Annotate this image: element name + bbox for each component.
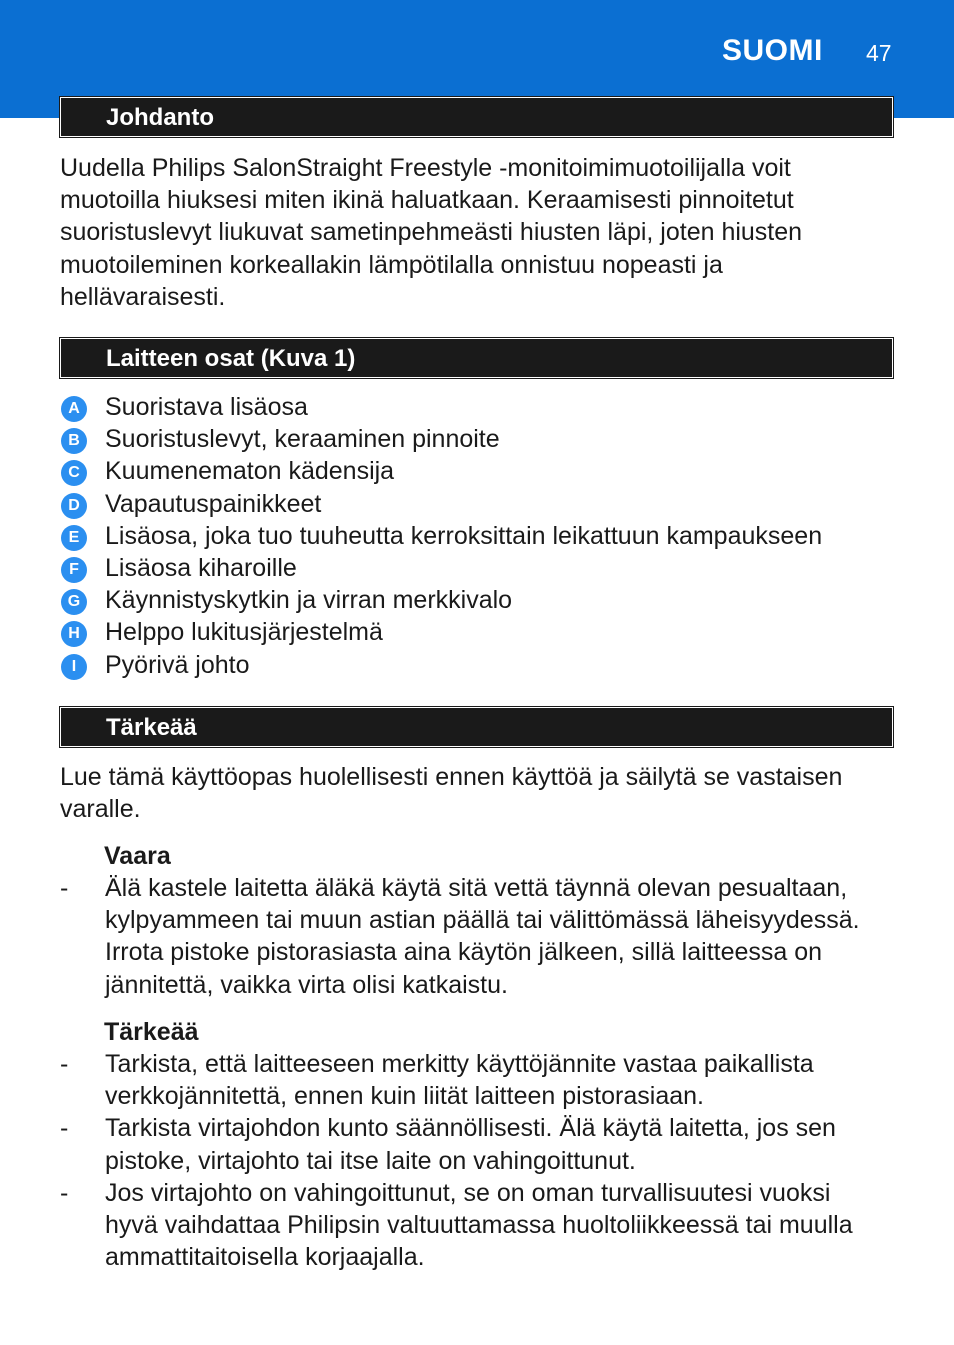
bullet-text: Älä kastele laitetta äläkä käytä sitä vettä täynnä olevan pesualtaan, kylpyammeen tai muun astian päällä tai välittömässä läheisyydessä. Irrota pistoke pistorasiasta aina käytön jälkeen, sillä laitteessa on jännitettä, vaikka virta olisi katkaistu. [105, 874, 860, 999]
danger-heading: Vaara [104, 842, 171, 870]
part-label: Kuumenematon kädensija [105, 457, 395, 486]
list-item [60, 616, 900, 648]
list-item [60, 455, 900, 487]
letter-badge-icon: H [61, 621, 87, 647]
list-item [60, 1112, 860, 1176]
list-item [60, 1048, 860, 1112]
letter-badge-icon: G [61, 589, 87, 615]
list-item [60, 872, 860, 1001]
bullet-text: Tarkista virtajohdon kunto säännöllisesti. Älä käytä laitetta, jos sen pistoke, virtajohto tai itse laite on vahingoittunut. [105, 1114, 836, 1175]
letter-badge-icon: A [61, 396, 87, 422]
part-label: Vapautuspainikkeet [105, 489, 322, 518]
bullet-text: Tarkista, että laitteeseen merkitty käyttöjännite vastaa paikallista verkkojännitettä, ennen kuin liität laitteen pistorasiaan. [105, 1050, 814, 1111]
part-label: Pyörivä johto [105, 650, 250, 679]
section-title-intro: Johdanto [60, 97, 893, 137]
danger-list [60, 872, 860, 1001]
letter-badge-icon: I [61, 654, 87, 680]
letter-badge-icon: E [61, 525, 87, 551]
intro-paragraph: Uudella Philips SalonStraight Freestyle -monitoimimuotoilijalla voit muotoilla hiuksesi miten ikinä haluatkaan. Keraamisesti pinnoitetut suoristuslevyt liukuvat sametinpehmeästi hiusten läpi, joten hiusten muotoileminen korkeallakin lämpötilalla onnistuu nopeasti ja hellävaraisesti. [60, 154, 803, 311]
part-label: Käynnistyskytkin ja virran merkkivalo [105, 586, 513, 615]
list-item [60, 423, 900, 455]
page-number: 47 [866, 40, 892, 66]
list-item [60, 520, 900, 552]
section-title-parts: Laitteen osat (Kuva 1) [60, 338, 893, 378]
bullet-dash: - [60, 1050, 69, 1078]
letter-badge-icon: F [61, 557, 87, 583]
letter-badge-icon: B [61, 428, 87, 454]
part-label: Suoristuslevyt, keraaminen pinnoite [105, 425, 500, 454]
bullet-text: Jos virtajohto on vahingoittunut, se on oman turvallisuutesi vuoksi hyvä vaihdattaa Philipsin valtuuttamassa huoltoliikkeessä tai muulla ammattitaitoisella korjaajalla. [105, 1178, 853, 1272]
letter-badge-icon: C [61, 460, 87, 486]
bullet-dash: - [60, 1114, 69, 1143]
part-label: Suoristava lisäosa [105, 393, 308, 421]
part-label: Helppo lukitusjärjestelmä [105, 618, 383, 647]
part-label: Lisäosa kiharoille [105, 553, 297, 582]
part-label: Lisäosa, joka tuo tuuheutta kerroksittain leikattuun kampaukseen [105, 521, 823, 550]
list-item [60, 1177, 860, 1274]
important-intro: Lue tämä käyttöopas huolellisesti ennen käyttöä ja säilytä se vastaisen varalle. [60, 763, 843, 824]
parts-list [60, 391, 900, 681]
bullet-dash: - [60, 874, 69, 902]
list-item [60, 649, 900, 681]
list-item [60, 488, 900, 520]
section-title-important: Tärkeää [60, 707, 893, 747]
list-item [60, 584, 900, 616]
list-item [60, 552, 900, 584]
notice-list [60, 1048, 860, 1273]
list-item [60, 391, 900, 423]
notice-heading: Tärkeää [104, 1018, 199, 1046]
language-label: SUOMI [722, 34, 823, 67]
letter-badge-icon: D [61, 493, 87, 519]
bullet-dash: - [60, 1178, 69, 1207]
